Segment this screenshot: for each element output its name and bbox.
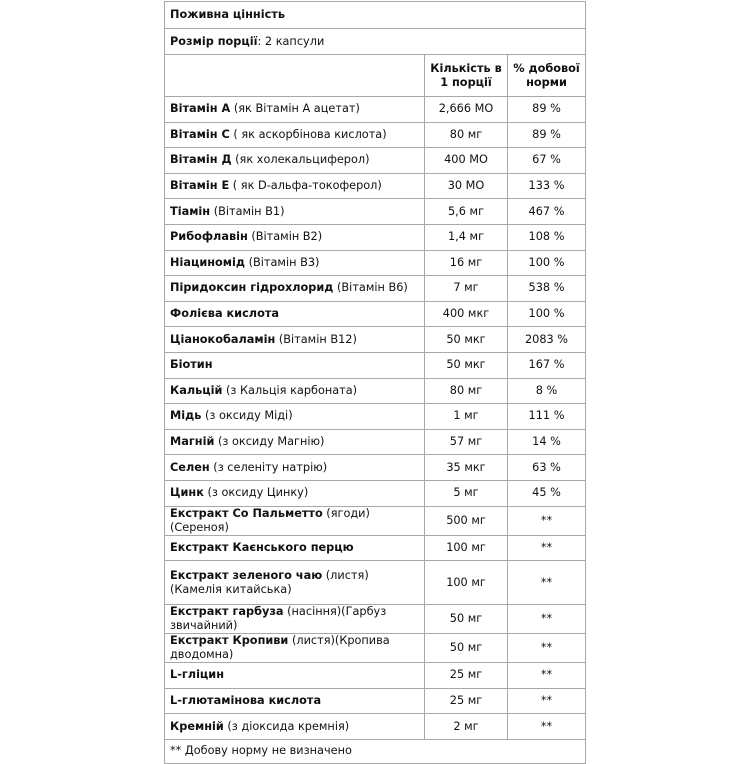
nutrient-name-detail: ( як D-альфа-токоферол) xyxy=(229,179,382,193)
nutrient-name xyxy=(165,429,425,455)
nutrient-name-main: Біотин xyxy=(170,358,213,372)
nutrient-name-main: Вітамін А xyxy=(170,102,231,116)
nutrient-daily-value: 14 % xyxy=(508,429,586,455)
nutrient-name-detail: ( як аскорбінова кислота) xyxy=(229,127,387,141)
serving-label: Розмір порції xyxy=(170,34,258,48)
header-row xyxy=(165,55,586,97)
nutrient-daily-value: 89 % xyxy=(508,122,586,148)
table-row xyxy=(165,199,586,225)
nutrient-name-main: Рибофлавін xyxy=(170,230,248,244)
nutrient-name xyxy=(165,455,425,481)
nutrition-table xyxy=(164,1,586,764)
nutrient-name xyxy=(165,561,425,605)
nutrient-name-detail: (як Вітамін А ацетат) xyxy=(230,102,360,116)
nutrient-amount: 5,6 мг xyxy=(425,199,508,225)
nutrient-amount: 100 мг xyxy=(425,535,508,561)
nutrient-name-main: Екстракт зеленого чаю xyxy=(170,568,323,582)
nutrient-name-detail: (Вітамін В6) xyxy=(333,281,408,295)
nutrient-name xyxy=(165,506,425,535)
nutrient-name-detail: (ягоди) (Сереноя) xyxy=(170,506,370,534)
nutrient-name-detail: (з оксиду Цинку) xyxy=(203,486,309,500)
header-name xyxy=(165,55,425,97)
table-row xyxy=(165,352,586,378)
nutrient-daily-value: ** xyxy=(508,714,586,740)
nutrient-name xyxy=(165,173,425,199)
nutrient-amount: 500 мг xyxy=(425,506,508,535)
table-row xyxy=(165,250,586,276)
nutrient-name xyxy=(165,327,425,353)
nutrient-name-detail: (з Кальція карбоната) xyxy=(222,383,358,397)
table-row xyxy=(165,378,586,404)
nutrient-name-main: Піридоксин гідрохлорид xyxy=(170,281,334,295)
nutrient-name xyxy=(165,276,425,302)
nutrient-name-main: Екстракт Кропиви xyxy=(170,634,289,648)
table-row xyxy=(165,404,586,430)
nutrient-name-detail: (з оксиду Міді) xyxy=(201,409,293,423)
table-row xyxy=(165,561,586,605)
serving-size xyxy=(165,29,586,55)
nutrient-amount: 1 мг xyxy=(425,404,508,430)
nutrient-name xyxy=(165,378,425,404)
nutrient-name-main: Ціанокобаламін xyxy=(170,332,276,346)
table-row xyxy=(165,97,586,123)
table-row xyxy=(165,224,586,250)
nutrient-name xyxy=(165,535,425,561)
nutrient-amount: 57 мг xyxy=(425,429,508,455)
table-row xyxy=(165,605,586,634)
table-row xyxy=(165,714,586,740)
nutrient-daily-value: 45 % xyxy=(508,480,586,506)
nutrient-name-detail: (листя)(Кропива дводомна) xyxy=(170,634,390,662)
serving-row xyxy=(165,29,586,55)
nutrient-amount: 30 МО xyxy=(425,173,508,199)
nutrient-name-main: Цинк xyxy=(170,486,204,500)
footnote-row xyxy=(165,739,586,763)
nutrition-facts-sheet xyxy=(164,1,585,764)
nutrient-amount: 7 мг xyxy=(425,276,508,302)
title-row xyxy=(165,2,586,29)
nutrient-name xyxy=(165,404,425,430)
nutrient-daily-value: 67 % xyxy=(508,148,586,174)
nutrient-name-detail: (листя)(Камелія китайська) xyxy=(170,568,369,596)
table-title: Поживна цінність xyxy=(165,2,586,29)
header-amount: Кількість в 1 порції xyxy=(425,55,508,97)
nutrient-amount: 80 мг xyxy=(425,378,508,404)
table-row xyxy=(165,122,586,148)
nutrient-daily-value: 111 % xyxy=(508,404,586,430)
nutrient-daily-value: ** xyxy=(508,688,586,714)
nutrient-name xyxy=(165,224,425,250)
nutrient-name-main: Селен xyxy=(170,460,210,474)
table-row xyxy=(165,634,586,663)
nutrient-name-main: Вітамін Д xyxy=(170,153,232,167)
nutrient-name xyxy=(165,199,425,225)
nutrient-name xyxy=(165,688,425,714)
header-daily-value: % добової норми xyxy=(508,55,586,97)
nutrient-name xyxy=(165,352,425,378)
nutrient-name-main: L-глютамінова кислота xyxy=(170,693,322,707)
table-row xyxy=(165,148,586,174)
nutrient-amount: 2 мг xyxy=(425,714,508,740)
nutrient-name xyxy=(165,480,425,506)
table-row xyxy=(165,535,586,561)
nutrient-name-main: Вітамін С xyxy=(170,127,230,141)
nutrient-name-detail: (з селеніту натрію) xyxy=(209,460,328,474)
nutrient-daily-value: 538 % xyxy=(508,276,586,302)
nutrient-daily-value: 8 % xyxy=(508,378,586,404)
nutrient-name xyxy=(165,714,425,740)
nutrient-amount: 2,666 МО xyxy=(425,97,508,123)
nutrient-name-detail: (Вітамін В3) xyxy=(245,255,320,269)
nutrient-name xyxy=(165,250,425,276)
table-row xyxy=(165,276,586,302)
nutrient-daily-value: ** xyxy=(508,535,586,561)
nutrient-amount: 35 мкг xyxy=(425,455,508,481)
nutrient-daily-value: ** xyxy=(508,561,586,605)
table-row xyxy=(165,429,586,455)
nutrient-name-main: Тіамін xyxy=(170,204,211,218)
nutrient-daily-value: 108 % xyxy=(508,224,586,250)
nutrient-amount: 80 мг xyxy=(425,122,508,148)
nutrient-name-main: Ніациномід xyxy=(170,255,246,269)
nutrient-daily-value: 2083 % xyxy=(508,327,586,353)
nutrient-name xyxy=(165,122,425,148)
nutrient-daily-value: ** xyxy=(508,506,586,535)
nutrient-name xyxy=(165,97,425,123)
table-row xyxy=(165,480,586,506)
table-row xyxy=(165,506,586,535)
nutrient-daily-value: ** xyxy=(508,634,586,663)
nutrient-name xyxy=(165,634,425,663)
nutrient-daily-value: 89 % xyxy=(508,97,586,123)
nutrient-name-main: Фолієва кислота xyxy=(170,307,279,321)
nutrient-amount: 400 мкг xyxy=(425,301,508,327)
nutrient-amount: 16 мг xyxy=(425,250,508,276)
nutrient-name xyxy=(165,663,425,689)
nutrient-daily-value: 100 % xyxy=(508,250,586,276)
footnote: ** Добову норму не визначено xyxy=(165,739,586,763)
table-row xyxy=(165,455,586,481)
nutrient-amount: 50 мкг xyxy=(425,327,508,353)
nutrient-name-main: Магній xyxy=(170,435,215,449)
table-row xyxy=(165,663,586,689)
nutrient-amount: 1,4 мг xyxy=(425,224,508,250)
nutrient-name-detail: (насіння)(Гарбуз звичайний) xyxy=(170,605,387,633)
nutrient-daily-value: 100 % xyxy=(508,301,586,327)
nutrient-amount: 5 мг xyxy=(425,480,508,506)
nutrient-name-detail: (Вітамін В2) xyxy=(247,230,323,244)
nutrient-amount: 50 мкг xyxy=(425,352,508,378)
nutrient-name-detail: (Вітамін В12) xyxy=(275,332,357,346)
nutrient-name-detail: (як холекальциферол) xyxy=(231,153,370,167)
nutrient-daily-value: 63 % xyxy=(508,455,586,481)
nutrient-name-main: Мідь xyxy=(170,409,202,423)
nutrient-name-main: Кремній xyxy=(170,719,224,733)
nutrient-name-main: Кальцій xyxy=(170,383,223,397)
nutrient-name-main: L-гліцин xyxy=(170,668,225,682)
table-row xyxy=(165,327,586,353)
nutrient-name-detail: (з діоксида кремнія) xyxy=(223,719,350,733)
table-row xyxy=(165,173,586,199)
nutrient-daily-value: 467 % xyxy=(508,199,586,225)
nutrient-amount: 25 мг xyxy=(425,663,508,689)
nutrient-amount: 400 МО xyxy=(425,148,508,174)
nutrient-name-detail: (з оксиду Магнію) xyxy=(214,435,325,449)
table-row xyxy=(165,301,586,327)
nutrient-daily-value: ** xyxy=(508,605,586,634)
nutrient-name-main: Вітамін Е xyxy=(170,179,230,193)
nutrient-amount: 50 мг xyxy=(425,605,508,634)
nutrient-name xyxy=(165,148,425,174)
nutrient-amount: 25 мг xyxy=(425,688,508,714)
nutrient-amount: 100 мг xyxy=(425,561,508,605)
serving-value: : 2 капсули xyxy=(257,34,325,48)
nutrient-name-detail: (Вітамін В1) xyxy=(210,204,285,218)
nutrient-daily-value: 133 % xyxy=(508,173,586,199)
nutrient-name-main: Екстракт Каєнського перцю xyxy=(170,540,354,554)
nutrient-daily-value: 167 % xyxy=(508,352,586,378)
nutrient-daily-value: ** xyxy=(508,663,586,689)
nutrient-name xyxy=(165,301,425,327)
nutrient-name xyxy=(165,605,425,634)
table-row xyxy=(165,688,586,714)
nutrient-amount: 50 мг xyxy=(425,634,508,663)
nutrient-name-main: Екстракт Со Пальметто xyxy=(170,506,323,520)
nutrient-name-main: Екстракт гарбуза xyxy=(170,605,284,619)
